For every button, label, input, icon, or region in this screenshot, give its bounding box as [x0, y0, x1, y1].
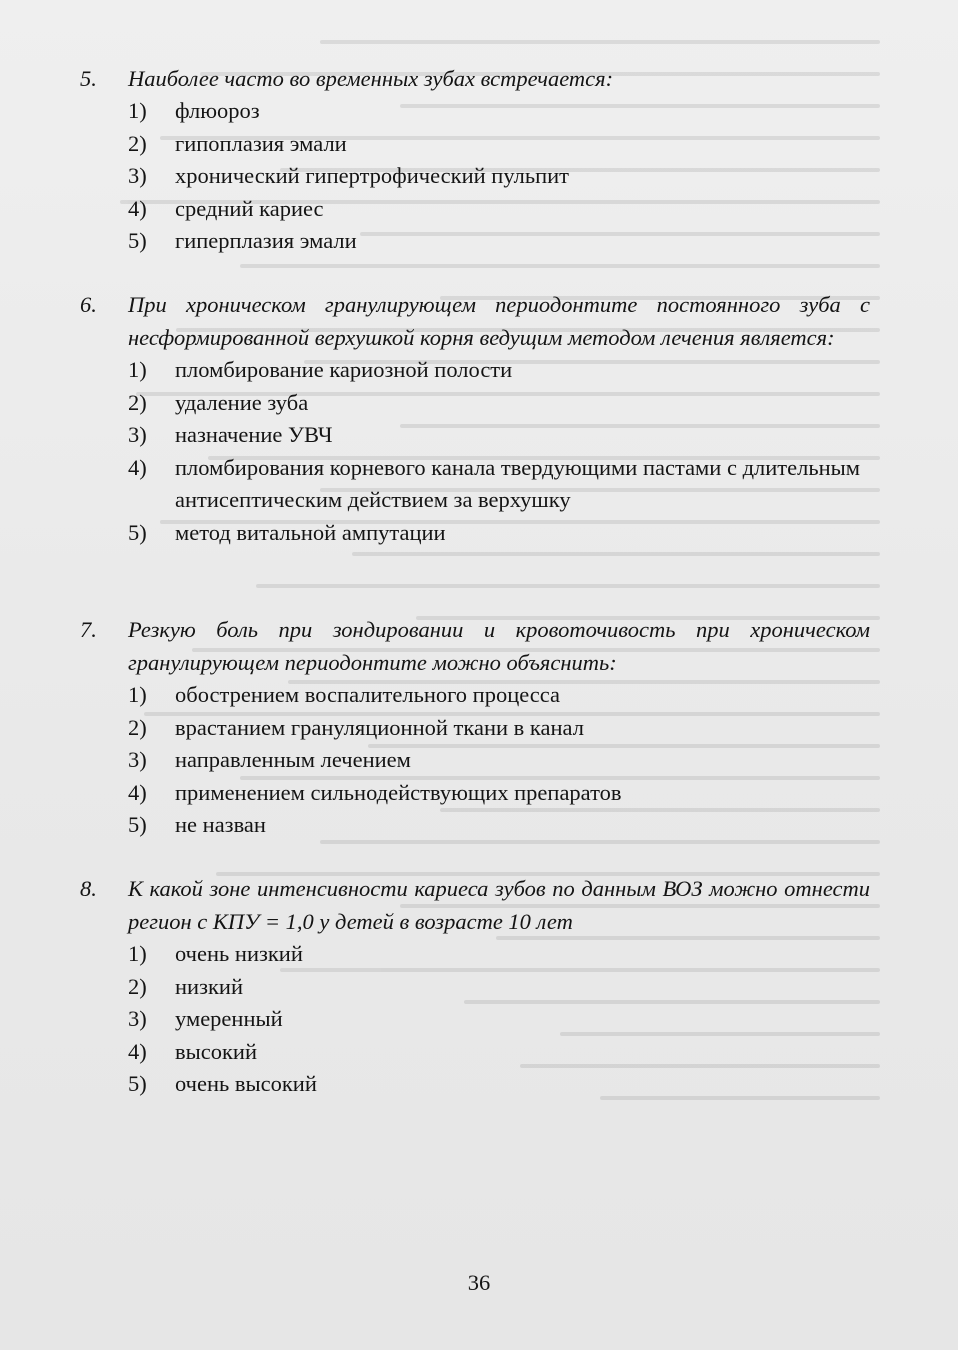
- option-text: хронический гипертрофический пульпит: [175, 163, 569, 189]
- option-number: 3): [128, 422, 147, 448]
- answer-option: [80, 971, 870, 1004]
- option-text: врастанием грануляционной ткани в канал: [175, 714, 584, 740]
- question-5: [80, 62, 870, 258]
- option-text: удаление зуба: [175, 389, 309, 415]
- answer-option: [80, 419, 870, 452]
- answer-option: [80, 777, 870, 810]
- page-number: 36: [467, 1270, 491, 1295]
- option-text: назначение УВЧ: [175, 422, 333, 448]
- option-number: 2): [128, 130, 147, 156]
- question-7: [80, 613, 870, 842]
- option-number: 5): [128, 812, 147, 838]
- option-number: 1): [128, 357, 147, 382]
- option-text: флюороз: [175, 98, 260, 123]
- option-text: очень низкий: [175, 941, 303, 966]
- option-number: 2): [128, 389, 147, 415]
- question-number: 7.: [80, 617, 97, 642]
- option-number: 1): [128, 682, 147, 707]
- option-number: 3): [128, 163, 147, 189]
- option-text: умеренный: [175, 1006, 283, 1032]
- question-text: При хроническом гранулирующем периодонтите постоянного зуба с несформированной верхушкой корня ведущим методом лечения является:: [128, 292, 870, 350]
- answer-option: [80, 193, 870, 226]
- answer-option: [80, 712, 870, 745]
- answer-option: [80, 1068, 870, 1101]
- answer-option: [80, 1003, 870, 1036]
- option-number: 4): [128, 195, 147, 221]
- option-text: пломбирования корневого канала твердующими пастами с длительным антисептическим действием за верхушку: [175, 454, 860, 513]
- answer-option: [80, 517, 870, 550]
- answer-option: [80, 95, 870, 128]
- option-text: средний кариес: [175, 195, 324, 221]
- option-number: 4): [128, 454, 147, 480]
- question-header: [80, 872, 870, 938]
- option-number: 5): [128, 519, 147, 545]
- option-text: очень высокий: [175, 1071, 317, 1097]
- option-number: 2): [128, 973, 147, 999]
- answer-option: [80, 744, 870, 777]
- option-text: гиперплазия эмали: [175, 228, 357, 254]
- option-number: 4): [128, 1038, 147, 1064]
- option-text: направленным лечением: [175, 747, 411, 773]
- answer-option: [80, 938, 870, 971]
- question-header: [80, 613, 870, 679]
- answer-option: [80, 225, 870, 258]
- question-6: [80, 288, 870, 550]
- answer-option: [80, 1036, 870, 1069]
- option-text: применением сильнодействующих препаратов: [175, 779, 622, 805]
- option-number: 5): [128, 228, 147, 254]
- question-8: [80, 872, 870, 1101]
- option-number: 2): [128, 714, 147, 740]
- option-number: 3): [128, 1006, 147, 1032]
- question-header: [80, 288, 870, 354]
- option-text: обострением воспалительного процесса: [175, 682, 561, 707]
- option-number: 1): [128, 941, 147, 966]
- answer-option: [80, 354, 870, 387]
- question-text: К какой зоне интенсивности кариеса зубов по данным ВОЗ можно отнести регион с КПУ = 1,0 у детей в возрасте 10 лет: [128, 876, 870, 934]
- option-text: высокий: [175, 1038, 257, 1064]
- answer-option: [80, 160, 870, 193]
- option-text: низкий: [175, 973, 243, 999]
- answer-option: [80, 679, 870, 712]
- option-text: гипоплазия эмали: [175, 130, 347, 156]
- option-text: пломбирование кариозной полости: [175, 357, 513, 382]
- option-text: метод витальной ампутации: [175, 519, 446, 545]
- option-number: 1): [128, 98, 147, 123]
- question-header: [80, 62, 870, 95]
- question-number: 6.: [80, 292, 97, 317]
- answer-option: [80, 452, 870, 517]
- answer-option: [80, 387, 870, 420]
- question-text: Наиболее часто во временных зубах встречается:: [128, 66, 614, 91]
- option-number: 5): [128, 1071, 147, 1097]
- question-number: 8.: [80, 876, 97, 901]
- question-text: Резкую боль при зондировании и кровоточивость при хроническом гранулирующем периодонтите можно объяснить:: [128, 617, 870, 675]
- answer-option: [80, 809, 870, 842]
- question-number: 5.: [80, 66, 97, 91]
- option-text: не назван: [175, 812, 266, 838]
- option-number: 3): [128, 747, 147, 773]
- option-number: 4): [128, 779, 147, 805]
- answer-option: [80, 128, 870, 161]
